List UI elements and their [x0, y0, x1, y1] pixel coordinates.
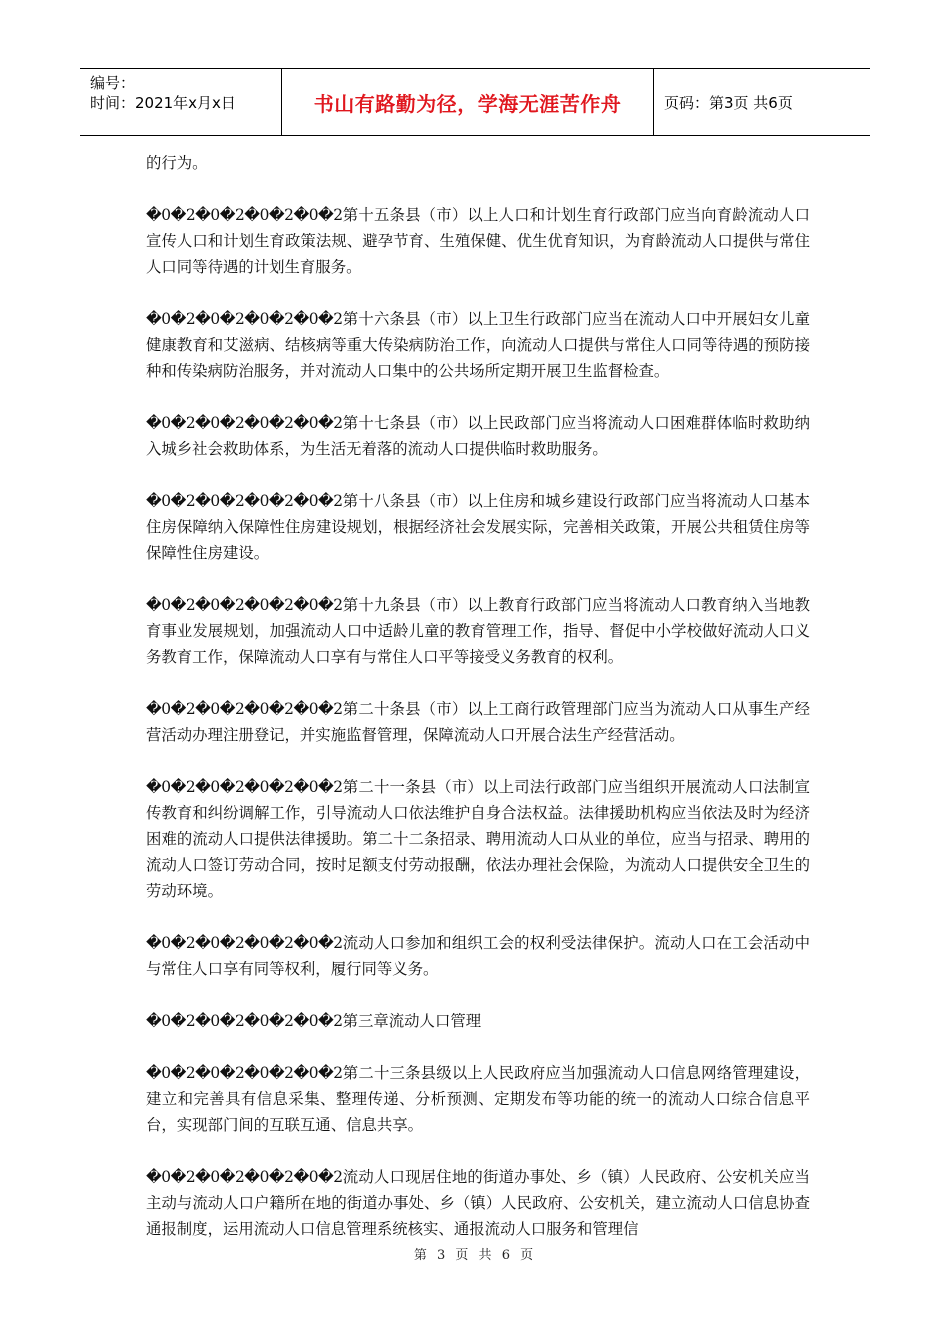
paragraph	[146, 696, 810, 748]
page-header	[80, 68, 870, 136]
paragraph-prefix: �0�2�0�2�0�2�0�2	[146, 310, 343, 328]
paragraph-text: 流动人口现居住地的街道办事处、乡（镇）人民政府、公安机关应当主动与流动人口户籍所在地的街道办事处、乡（镇）人民政府、公安机关，建立流动人口信息协查通报制度，运用流动人口信息管理系统核实、通报流动人口服务和管理信	[146, 1168, 810, 1238]
paragraph-text: 流动人口参加和组织工会的权利受法律保护。流动人口在工会活动中与常住人口享有同等权利，履行同等义务。	[146, 934, 810, 978]
code-label: 编号：	[90, 74, 136, 92]
chapter-heading	[146, 1008, 810, 1034]
paragraph-text: 第十七条县（市）以上民政部门应当将流动人口困难群体临时救助纳入城乡社会救助体系，为生活无着落的流动人口提供临时救助服务。	[146, 414, 810, 458]
paragraph	[146, 1060, 810, 1138]
paragraph-text: 第十九条县（市）以上教育行政部门应当将流动人口教育纳入当地教育事业发展规划，加强流动人口中适龄儿童的教育管理工作，指导、督促中小学校做好流动人口义务教育工作，保障流动人口享有与常住人口平等接受义务教育的权利。	[146, 596, 810, 666]
paragraph	[146, 410, 810, 462]
paragraph	[146, 202, 810, 280]
paragraph-prefix: �0�2�0�2�0�2�0�2	[146, 596, 343, 614]
paragraph-text: 第二十条县（市）以上工商行政管理部门应当为流动人口从事生产经营活动办理注册登记，并实施监督管理，保障流动人口开展合法生产经营活动。	[146, 700, 810, 744]
page-footer: 第 3 页 共 6 页	[413, 1248, 537, 1263]
paragraph-prefix: �0�2�0�2�0�2�0�2	[146, 206, 343, 224]
paragraph	[146, 488, 810, 566]
header-motto: 书山有路勤为径，学海无涯苦作舟	[282, 69, 654, 135]
document-body	[146, 150, 810, 1268]
paragraph-prefix: �0�2�0�2�0�2�0�2	[146, 492, 343, 510]
paragraph-text: 第三章流动人口管理	[342, 1012, 482, 1030]
paragraph-prefix: �0�2�0�2�0�2�0�2	[146, 1064, 343, 1082]
paragraph-text: 第二十一条县（市）以上司法行政部门应当组织开展流动人口法制宣传教育和纠纷调解工作，引导流动人口依法维护自身合法权益。法律援助机构应当依法及时为经济困难的流动人口提供法律援助。第二十二条招录、聘用流动人口从业的单位，应当与招录、聘用的流动人口签订劳动合同，按时足额支付劳动报酬，依法办理社会保险，为流动人口提供安全卫生的劳动环境。	[146, 778, 810, 900]
paragraph-prefix: �0�2�0�2�0�2�0�2	[146, 1012, 343, 1030]
paragraph	[146, 150, 810, 176]
paragraph-text: 第十八条县（市）以上住房和城乡建设行政部门应当将流动人口基本住房保障纳入保障性住房建设规划，根据经济社会发展实际，完善相关政策，开展公共租赁住房等保障性住房建设。	[146, 492, 810, 562]
paragraph-prefix: �0�2�0�2�0�2�0�2	[146, 778, 343, 796]
paragraph	[146, 930, 810, 982]
header-page-info: 页码：第3页 共6页	[664, 93, 793, 112]
paragraph-text: 第十五条县（市）以上人口和计划生育行政部门应当向育龄流动人口宣传人口和计划生育政策法规、避孕节育、生殖保健、优生优育知识，为育龄流动人口提供与常住人口同等待遇的计划生育服务。	[146, 206, 810, 276]
paragraph-prefix: �0�2�0�2�0�2�0�2	[146, 1168, 343, 1186]
paragraph-text: 第十六条县（市）以上卫生行政部门应当在流动人口中开展妇女儿童健康教育和艾滋病、结核病等重大传染病防治工作，向流动人口提供与常住人口同等待遇的预防接种和传染病防治服务，并对流动人口集中的公共场所定期开展卫生监督检查。	[146, 310, 810, 380]
paragraph-prefix: �0�2�0�2�0�2�0�2	[146, 414, 343, 432]
paragraph	[146, 1164, 810, 1242]
paragraph	[146, 306, 810, 384]
paragraph-text: 第二十三条县级以上人民政府应当加强流动人口信息网络管理建设，建立和完善具有信息采集、整理传递、分析预测、定期发布等功能的统一的流动人口综合信息平台，实现部门间的互联互通、信息共享。	[146, 1064, 810, 1134]
paragraph-prefix: �0�2�0�2�0�2�0�2	[146, 700, 343, 718]
date-line: 时间：2021年x月x日	[90, 94, 236, 112]
paragraph	[146, 592, 810, 670]
paragraph-text: 的行为。	[146, 154, 208, 172]
paragraph-prefix: �0�2�0�2�0�2�0�2	[146, 934, 343, 952]
header-meta	[80, 69, 282, 135]
paragraph	[146, 774, 810, 904]
